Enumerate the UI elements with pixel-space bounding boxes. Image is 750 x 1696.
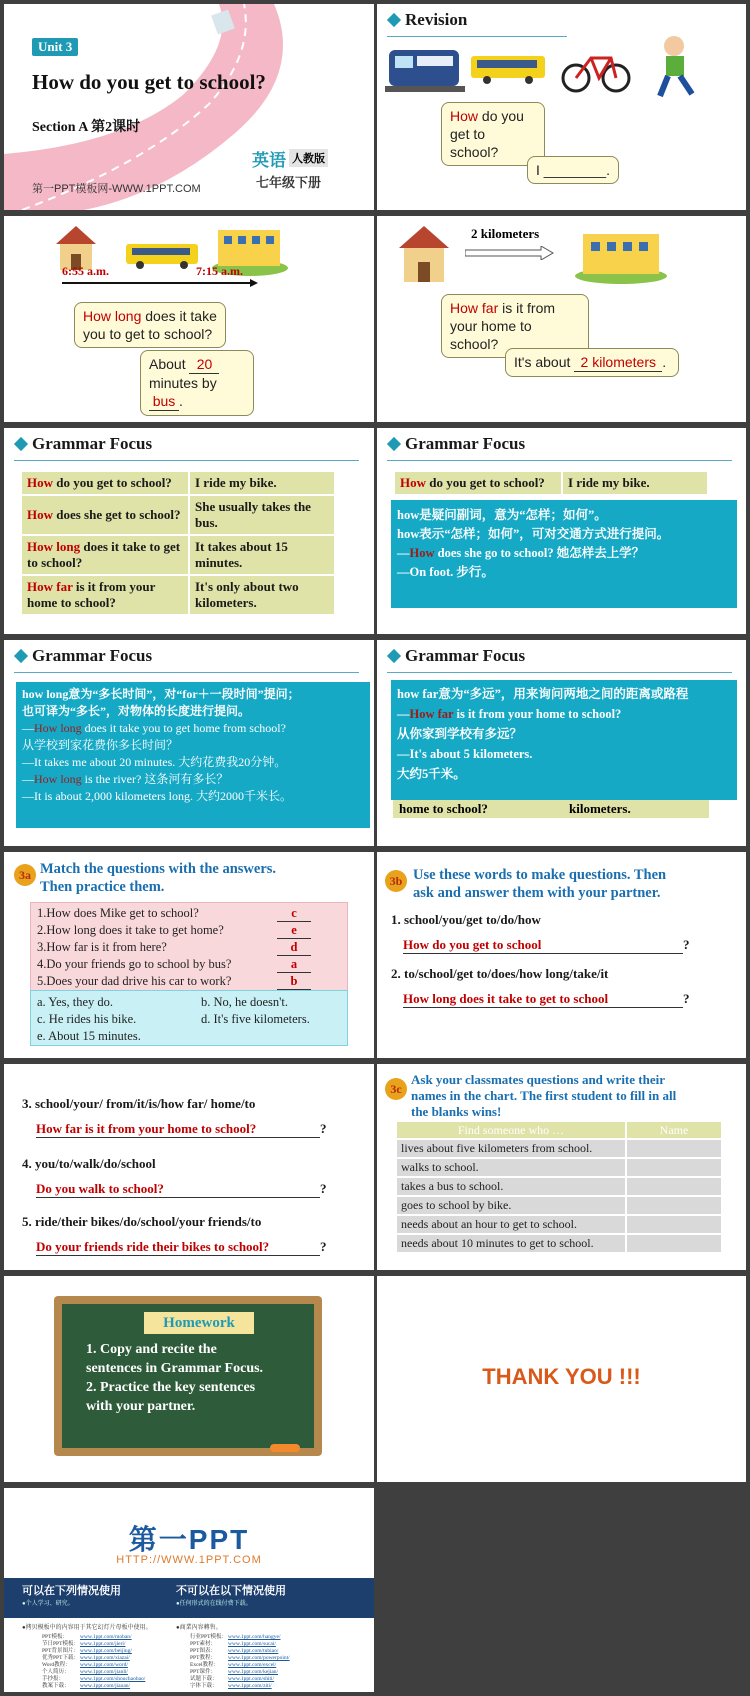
survey-table <box>395 1120 723 1254</box>
answer-1: How do you get to school ? <box>403 937 690 952</box>
exercise-title: Use these words to make questions. Then ask and answer them with your partner. <box>413 867 667 901</box>
diamond-icon <box>387 13 401 27</box>
slide-3b-continued[interactable] <box>4 1064 374 1270</box>
option-a: a. Yes, they do. <box>37 995 114 1009</box>
bus-icon <box>124 242 200 270</box>
bicycle-icon <box>561 44 631 94</box>
question-row: 3.How far is it from here? d <box>37 940 341 957</box>
homework-label: Homework <box>144 1312 254 1334</box>
slide-grammar-focus-3[interactable] <box>4 640 374 846</box>
ppt-logo: 第一PPT <box>128 1524 250 1555</box>
slide-3b[interactable] <box>377 852 746 1058</box>
question-bubble: How do you get to school? <box>441 102 545 166</box>
end-time: 7:15 a.m. <box>196 264 243 278</box>
table-row: How far is it from your home to school? It's only about two kilometers. <box>21 575 335 615</box>
grade-label: 七年级下册 <box>256 175 322 190</box>
answer-letter: a <box>277 957 311 973</box>
slide-grammar-focus-1[interactable] <box>4 428 374 634</box>
note-line: 从学校到家花费你多长时间？ <box>22 738 179 752</box>
heading-underline <box>387 672 732 673</box>
table-row: How long does it take to get to school? It takes about 15 minutes. <box>21 535 335 575</box>
table-row: lives about five kilometers from school. <box>396 1139 722 1158</box>
link-row[interactable]: Word教程： www.1ppt.com/word/ <box>42 1662 128 1668</box>
question-row: 5.Does your dad drive his car to work? b <box>37 974 341 991</box>
slide-homework[interactable] <box>4 1276 374 1482</box>
note-line: —On foot. 步行。 <box>397 565 494 579</box>
answer-bubble: About 20 minutes by bus . <box>140 350 254 416</box>
slide-how-long[interactable] <box>4 216 374 422</box>
link-row[interactable]: PPT素材： www.1ppt.com/sucai/ <box>190 1641 276 1647</box>
grammar-table <box>20 470 336 616</box>
chalk-icon <box>270 1444 300 1452</box>
name-cell[interactable] <box>626 1139 722 1158</box>
ppt-url: HTTP://WWW.1PPT.COM <box>116 1554 262 1566</box>
note-line: —How long is the river? 这条河有多长？ <box>22 772 229 786</box>
answer-5: Do your friends ride their bikes to school? ? <box>36 1239 327 1254</box>
distance-label: 2 kilometers <box>471 226 540 241</box>
revision-heading: Revision <box>389 10 467 30</box>
link-row[interactable]: Excel教程： www.1ppt.com/excel/ <box>190 1662 277 1668</box>
diamond-icon <box>387 437 401 451</box>
section-label: Section A 第2课时 <box>32 120 141 135</box>
school-icon <box>573 222 669 284</box>
distance-arrow <box>465 246 555 260</box>
grammar-focus-heading: Grammar Focus <box>16 434 152 454</box>
name-cell[interactable] <box>626 1215 722 1234</box>
page-title: How do you get to school? <box>32 70 266 94</box>
table-row: walks to school. <box>396 1158 722 1177</box>
option-c: c. He rides his bike. <box>37 1012 137 1026</box>
badge-3c: 3c <box>385 1078 407 1100</box>
note-line: 大约5千米。 <box>397 767 466 781</box>
name-cell[interactable] <box>626 1177 722 1196</box>
walking-boy-icon <box>652 34 702 100</box>
table-row: How do you get to school? I ride my bike. <box>21 471 335 495</box>
table-row: How do you get to school? I ride my bike. <box>394 471 708 495</box>
question-row: 1.How does Mike get to school? c <box>37 906 341 923</box>
answer-bubble: It's about 2 kilometers . <box>505 348 679 377</box>
link-row[interactable]: 行业PPT模板：www.1ppt.com/hangye/ <box>190 1634 281 1640</box>
table-row: goes to school by bike. <box>396 1196 722 1215</box>
questions-box <box>30 902 348 992</box>
prompt-5: 5. ride/their bikes/do/school/your friends/to <box>22 1214 262 1229</box>
link-row[interactable]: 试题下载： www.1ppt.com/shiti/ <box>190 1676 275 1682</box>
note-line: how是疑问副词，意为“怎样；如何”。 <box>397 508 607 522</box>
option-d: d. It's five kilometers. <box>201 1012 310 1026</box>
link-row[interactable]: PPT课件： www.1ppt.com/kejian/ <box>190 1669 279 1675</box>
grammar-table <box>393 470 709 496</box>
explanation-box <box>391 500 737 608</box>
link-row[interactable]: 优秀PPT下载：www.1ppt.com/xiazai/ <box>42 1655 130 1661</box>
note-line: how far意为“多远”，用来询问两地之间的距离或路程 <box>397 687 689 701</box>
diamond-icon <box>387 649 401 663</box>
answer-letter: c <box>277 906 311 922</box>
explanation-box <box>16 682 370 828</box>
note-line: —How far is it from your home to school? <box>397 707 622 721</box>
thank-you-text: THANK YOU !!! <box>482 1364 641 1389</box>
note-line: —It takes me about 20 minutes. 大约花费我20分钟。 <box>22 755 287 769</box>
slide-revision[interactable] <box>377 4 746 210</box>
bus-icon <box>469 52 549 86</box>
diamond-icon <box>14 649 28 663</box>
timeline-arrow <box>62 278 262 288</box>
slide-grammar-focus-2[interactable] <box>377 428 746 634</box>
question-bubble: How far is it from your home to school? <box>441 294 589 358</box>
link-row[interactable]: PPT图表： www.1ppt.com/tubiao/ <box>190 1648 279 1654</box>
question-row: 2.How long does it take to get home? e <box>37 923 341 940</box>
grammar-focus-heading: Grammar Focus <box>16 646 152 666</box>
link-row[interactable]: 字体下载： www.1ppt.com/ziti/ <box>190 1683 272 1689</box>
answer-letter: e <box>277 923 311 939</box>
subject-label: 英语 <box>252 151 286 170</box>
note-line: how long意为“多长时间”，对“for＋一段时间”提问； <box>22 687 300 701</box>
answer-bubble: I ________. <box>527 156 619 184</box>
question-row: 4.Do your friends go to school by bus? a <box>37 957 341 974</box>
unit-badge: Unit 3 <box>32 38 78 56</box>
prompt-3: 3. school/your/ from/it/is/how far/ home/to <box>22 1096 256 1111</box>
heading-underline <box>387 36 567 37</box>
table-row: takes a bus to school. <box>396 1177 722 1196</box>
homework-text: 1. Copy and recite the sentences in Grammar Focus. 2. Practice the key sentences with your partner. <box>86 1342 264 1414</box>
heading-underline <box>14 460 359 461</box>
note-line: —It is about 2,000 kilometers long. 大约2000千米长。 <box>22 789 292 803</box>
slide-thank-you[interactable] <box>377 1276 746 1482</box>
badge-3b: 3b <box>385 870 407 892</box>
table-header: Find someone who … Name <box>396 1121 722 1139</box>
link-row[interactable]: PPT模板： www.1ppt.com/moban/ <box>42 1634 132 1640</box>
note-line: —How long does it take you to get home from school? <box>22 721 286 735</box>
note-line: 也可译为“多长”，对物体的长度进行提问。 <box>22 704 251 718</box>
slide-3a[interactable] <box>4 852 374 1058</box>
table-tail-row: home to school? kilometers. <box>393 800 709 818</box>
slide-how-far[interactable] <box>377 216 746 422</box>
note-line: —It's about 5 kilometers. <box>397 747 533 761</box>
explanation-box <box>391 680 737 800</box>
table-row: How does she get to school? She usually takes the bus. <box>21 495 335 535</box>
heading-underline <box>14 672 359 673</box>
grammar-focus-heading: Grammar Focus <box>389 434 525 454</box>
house-icon <box>397 224 451 284</box>
note-line: —How does she go to school? 她怎样去上学？ <box>397 546 645 560</box>
note-line: how表示“怎样；如何”，可对交通方式进行提问。 <box>397 527 670 541</box>
option-e: e. About 15 minutes. <box>37 1029 141 1043</box>
answer-3: How far is it from your home to school? ? <box>36 1121 327 1136</box>
answer-letter: b <box>277 974 311 990</box>
options-box <box>30 990 348 1046</box>
prompt-4: 4. you/to/walk/do/school <box>22 1156 156 1171</box>
badge-3a: 3a <box>14 864 36 886</box>
slide-grammar-focus-4[interactable] <box>377 640 746 846</box>
start-time: 6:55 a.m. <box>62 264 109 278</box>
option-b: b. No, he doesn't. <box>201 995 288 1009</box>
link-row[interactable]: 节日PPT模板：www.1ppt.com/jieri/ <box>42 1641 126 1647</box>
question-bubble: How long does it take you to get to school? <box>74 302 226 348</box>
table-row: needs about 10 minutes to get to school. <box>396 1234 722 1253</box>
usage-banner: 可以在下列情况使用 ●个人学习、研究。 不可以在以下情况使用 ●任何形式的在线付费下载。 <box>4 1578 374 1618</box>
diamond-icon <box>14 437 28 451</box>
prompt-2: 2. to/school/get to/does/how long/take/it <box>391 966 609 981</box>
links-left <box>42 1634 145 1690</box>
link-row[interactable]: PPT背景图片：www.1ppt.com/beijing/ <box>42 1648 132 1654</box>
note-line: 从你家到学校有多远？ <box>397 727 523 741</box>
name-cell[interactable] <box>626 1196 722 1215</box>
heading-underline <box>387 460 732 461</box>
link-row[interactable]: 手抄报： www.1ppt.com/shouchaobao/ <box>42 1676 146 1682</box>
grammar-focus-heading: Grammar Focus <box>389 646 525 666</box>
link-row[interactable]: 个人简历： www.1ppt.com/jianli/ <box>42 1669 128 1675</box>
train-icon <box>385 40 465 98</box>
answer-2: How long does it take to get to school ? <box>403 991 690 1006</box>
exercise-title: Match the questions with the answers. Then practice them. <box>40 861 277 895</box>
links-right <box>190 1634 290 1690</box>
slide-ppt-info[interactable] <box>4 1488 374 1692</box>
footer-text: 第一PPT模板网-WWW.1PPT.COM <box>32 183 201 195</box>
edition-label: 人教版 <box>289 149 328 167</box>
usage-note: ●拷贝模板中的内容用于其它幻灯片母板中使用。 <box>22 1625 152 1631</box>
table-row: needs about an hour to get to school. <box>396 1215 722 1234</box>
slide-3c[interactable] <box>377 1064 746 1270</box>
prompt-1: 1. school/you/get to/do/how <box>391 912 541 927</box>
answer-4: Do you walk to school? ? <box>36 1181 327 1196</box>
name-cell[interactable] <box>626 1158 722 1177</box>
question-list <box>37 906 341 991</box>
slide-title[interactable] <box>4 4 374 210</box>
exercise-title: Ask your classmates questions and write their names in the chart. The first student to fill in all the blanks wins! <box>411 1072 677 1119</box>
name-cell[interactable] <box>626 1234 722 1253</box>
link-row[interactable]: 教案下载： www.1ppt.com/jiaoan/ <box>42 1683 131 1689</box>
answer-letter: d <box>277 940 311 956</box>
usage-note: ●商業內容轉售。 <box>176 1625 222 1631</box>
link-row[interactable]: PPT教程： www.1ppt.com/powerpoint/ <box>190 1655 290 1661</box>
